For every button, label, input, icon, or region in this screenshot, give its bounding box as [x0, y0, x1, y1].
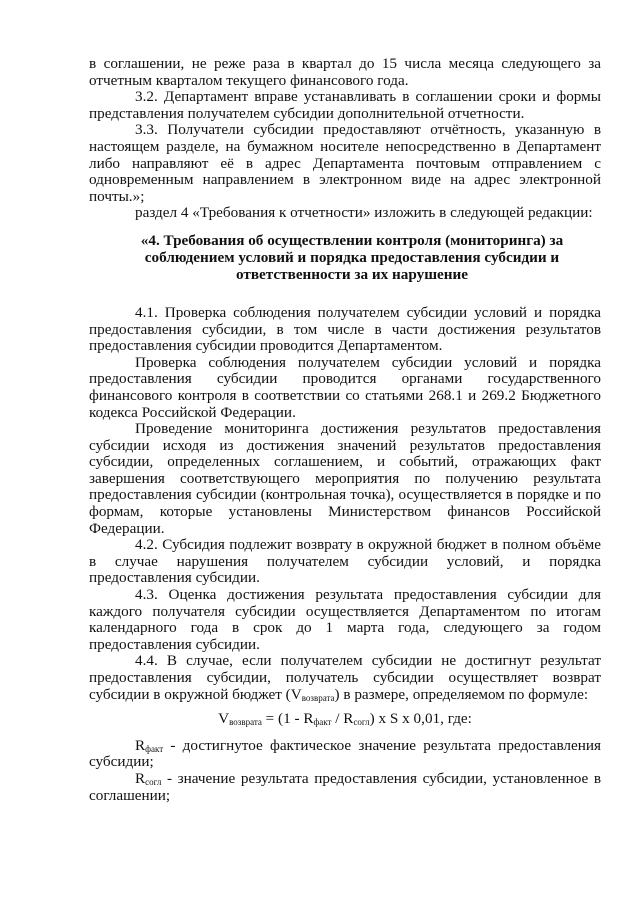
definition-r-sogl: $R_{согл}$ - значение результата предоставления субсидии, установленное в соглашении; — [89, 769, 601, 804]
spacer — [89, 283, 601, 305]
document-page — [89, 56, 601, 804]
section-4-heading: «4. Требования об осуществлении контроля (мониторинга) за соблюдением условий и порядка предоставления субсидии и ответственности за их нарушение — [140, 231, 564, 283]
paragraph-reporting-deadline: в соглашении, не реже раза в квартал до 15 числа месяца следующего за отчетным кварталом текущего финансового года. — [89, 55, 601, 89]
paragraph-3-3: 3.3. Получатели субсидии предоставляют отчётность, указанную в настоящем разделе, на бумажном носителе непосредственно в Департамент либо направляют её в адрес Департамента почтовым отправлением с одновременным направлением в электронном виде на адрес электронной почты.»; — [89, 121, 601, 205]
paragraph-4-4: 4.4. В случае, если получателем субсидии не достигнут результат предоставления субсидии, получатель субсидии осуществляет возврат субсидии в окружной бюджет $(V_{возврата})$ в размере, определяемом по формуле: — [89, 652, 601, 703]
paragraph-4-1-control: Проверка соблюдения получателем субсидии условий и порядка предоставления субсидии проводится органами государственного финансового контроля в соответствии со статьями 268.1 и 269.2 Бюджетного кодекса Российской Федерации. — [89, 353, 601, 421]
paragraph-3-2: 3.2. Департамент вправе устанавливать в соглашении сроки и формы представления получателем субсидии дополнительной отчетности. — [89, 88, 601, 122]
paragraph-section4-intro: раздел 4 «Требования к отчетности» изложить в следующей редакции: — [135, 204, 593, 222]
definition-r-fact: $R_{факт}$ - достигнутое фактическое значение результата предоставления субсидии; — [89, 736, 601, 771]
refund-formula: $V_{возврата} = (1 - R_{факт} / R_{согл})$ x S x 0,01, где: — [218, 710, 472, 728]
paragraph-4-3: 4.3. Оценка достижения результата предоставления субсидии для каждого получателя субсидии осуществляется Департаментом по итогам календарного года в срок до 1 марта года, следующего за годом предоставления субсидии. — [89, 586, 601, 653]
paragraph-4-2: 4.2. Субсидия подлежит возврату в окружной бюджет в полном объёме в случае нарушения получателем субсидии условий, и порядка предоставления субсидии. — [89, 536, 601, 587]
paragraph-4-1-monitoring: Проведение мониторинга достижения результатов предоставления субсидии исходя из достижения значений результатов предоставления субсидии, определенных соглашением, и событий, отражающих факт завершения соответствующего мероприятия по получению результата предоставления субсидии (контрольная точка), осуществляется в порядке и по формам, которые установлены Министерством финансов Российской Федерации. — [89, 420, 601, 537]
paragraph-4-1: 4.1. Проверка соблюдения получателем субсидии условий и порядка предоставления субсидии, в том числе в части достижения результатов предоставления субсидии проводится Департаментом. — [89, 303, 601, 355]
